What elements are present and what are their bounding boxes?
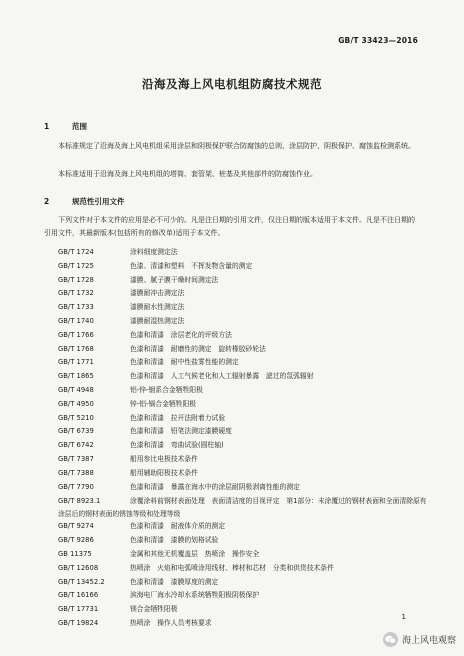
reference-code: GB/T 16166 xyxy=(58,591,99,600)
reference-code: GB 11375 xyxy=(58,549,92,558)
reference-title: 色漆和清漆 耐中性盐雾性能的测定 xyxy=(130,358,239,367)
reference-title: 船用辅助阳极技术条件 xyxy=(130,468,198,477)
reference-title: 漆膜耐冲击测定法 xyxy=(130,289,185,298)
section-1-heading xyxy=(44,121,87,132)
reference-item xyxy=(58,343,428,357)
reference-title: 热喷涂 操作人员考核要求 xyxy=(130,618,212,627)
reference-code: GB/T 1771 xyxy=(58,358,94,367)
reference-item xyxy=(58,384,428,398)
reference-code: GB/T 5210 xyxy=(58,413,94,422)
reference-code: GB/T 9286 xyxy=(58,536,94,545)
reference-item xyxy=(58,548,428,562)
reference-code: GB/T 6739 xyxy=(58,427,94,436)
section-1-paragraph-2: 本标准适用于沿海及海上风电机组的塔筒、套管架、桩基及其他部件的防腐蚀作业。 xyxy=(58,170,317,178)
reference-code: GB/T 17731 xyxy=(58,605,99,614)
reference-item xyxy=(58,398,428,412)
reference-item xyxy=(58,562,428,576)
reference-title: 色漆和清漆 涂层老化的评级方法 xyxy=(130,330,232,339)
reference-code: GB/T 6742 xyxy=(58,441,94,450)
reference-item xyxy=(58,603,428,617)
watermark-text: 海上风电观察 xyxy=(401,635,456,646)
reference-item xyxy=(58,576,428,590)
normative-reference-list xyxy=(58,246,428,631)
reference-code: GB/T 1724 xyxy=(58,248,94,256)
reference-code: GB/T 13452.2 xyxy=(58,577,105,586)
reference-item xyxy=(58,439,428,453)
reference-code: GB/T 1740 xyxy=(58,316,94,325)
reference-item xyxy=(58,453,428,467)
reference-item xyxy=(58,329,428,343)
reference-title: 色漆和清漆 漆膜厚度的测定 xyxy=(130,577,219,586)
wechat-icon xyxy=(383,632,398,647)
reference-title: 涂料细度测定法 xyxy=(130,248,178,256)
reference-code: GB/T 1732 xyxy=(58,289,94,298)
reference-title: 色漆和清漆 弯曲试验(圆柱轴) xyxy=(130,441,224,450)
reference-code: GB/T 1733 xyxy=(58,303,94,312)
section-2-intro: 下列文件对于本文件的应用是必不可少的。凡是注日期的引用文件，仅注日期的版本适用于本文件。凡是不注日期的引用文件，其最新版本(包括所有的修改单)适用于本文件。 xyxy=(44,216,415,237)
reference-item xyxy=(58,246,428,260)
reference-title: 色漆和清漆 铅笔法测定漆膜硬度 xyxy=(130,427,232,436)
reference-title: 漆膜耐湿热测定法 xyxy=(130,316,185,325)
reference-item xyxy=(58,356,428,370)
reference-item xyxy=(58,617,428,631)
section-2-heading xyxy=(44,196,125,207)
reference-item xyxy=(58,589,428,603)
reference-title: 涂覆涂料前钢材表面处理 表面清洁度的目视评定 第1部分：未涂覆过的钢材表面和全面清除原有涂层后的钢材表面的锈蚀等级和处理等级 xyxy=(58,497,427,518)
reference-code: GB/T 1725 xyxy=(58,261,94,270)
reference-item xyxy=(58,520,428,534)
reference-item xyxy=(58,481,428,495)
reference-item xyxy=(58,467,428,481)
reference-title: 铝-锌-铟系合金牺牲阳极 xyxy=(130,385,203,394)
reference-code: GB/T 7388 xyxy=(58,468,94,477)
reference-code: GB/T 1766 xyxy=(58,330,94,339)
page-number: 1 xyxy=(401,613,406,621)
reference-code: GB/T 1865 xyxy=(58,372,94,381)
reference-title: 色漆和清漆 人工气候老化和人工辐射暴露 滤过的氙弧辐射 xyxy=(130,372,314,381)
reference-code: GB/T 4948 xyxy=(58,385,94,394)
reference-title: 镁合金牺牲阳极 xyxy=(130,605,178,614)
reference-item xyxy=(58,287,428,301)
reference-code: GB/T 7790 xyxy=(58,482,94,491)
watermark xyxy=(383,630,456,648)
reference-code: GB/T 19824 xyxy=(58,618,99,627)
reference-item xyxy=(58,425,428,439)
reference-item xyxy=(58,370,428,384)
reference-code: GB/T 8923.1 xyxy=(58,497,101,506)
reference-code: GB/T 9274 xyxy=(58,522,94,531)
reference-title: 色漆和清漆 耐液体介质的测定 xyxy=(130,522,226,531)
reference-item xyxy=(58,534,428,548)
reference-item xyxy=(58,301,428,315)
reference-title: 滨海电厂海水冷却水系统牺牲阳极阴极保护 xyxy=(130,591,260,600)
reference-title: 船用参比电极技术条件 xyxy=(130,454,198,463)
reference-title: 漆膜耐水性测定法 xyxy=(130,303,185,312)
section-1-number: 1 xyxy=(44,122,50,131)
reference-title: 色漆和清漆 暴露在海水中的涂层耐阴极剥离性能的测定 xyxy=(130,482,300,491)
reference-item xyxy=(58,260,428,274)
reference-title: 色漆和清漆 拉开法附着力试验 xyxy=(130,413,226,422)
reference-item xyxy=(58,412,428,426)
reference-title: 漆膜、腻子膜干燥时间测定法 xyxy=(130,275,219,284)
reference-item xyxy=(58,315,428,329)
reference-title: 色漆和清漆 耐磨性的测定 旋转橡胶砂轮法 xyxy=(130,344,266,353)
reference-title: 色漆和清漆 漆膜的划格试验 xyxy=(130,536,219,545)
section-2-title: 规范性引用文件 xyxy=(72,197,125,206)
reference-item xyxy=(58,494,428,520)
reference-code: GB/T 1728 xyxy=(58,275,94,284)
reference-code: GB/T 7387 xyxy=(58,454,94,463)
reference-title: 锌-铝-镉合金牺牲阳极 xyxy=(130,399,197,408)
reference-code: GB/T 1768 xyxy=(58,344,94,353)
section-1-paragraph-1: 本标准规定了沿海及海上风电机组采用涂层和阴极保护联合防腐蚀的总则、涂层防护、阴极保护、腐蚀监检测系统。 xyxy=(58,142,415,150)
reference-title: 热喷涂 火焰和电弧喷涂用线材、棒材和芯材 分类和供货技术条件 xyxy=(130,563,334,572)
standard-number: GB/T 33423—2016 xyxy=(338,36,418,45)
reference-item xyxy=(58,274,428,288)
reference-code: GB/T 12608 xyxy=(58,563,99,572)
reference-code: GB/T 4950 xyxy=(58,399,94,408)
reference-title: 色漆、清漆和塑料 不挥发物含量的测定 xyxy=(130,261,253,270)
section-2-number: 2 xyxy=(44,197,50,206)
reference-title: 金属和其他无机覆盖层 热喷涂 操作安全 xyxy=(130,549,260,558)
document-title: 沿海及海上风电机组防腐技术规范 xyxy=(142,77,322,91)
section-1-title: 范围 xyxy=(72,122,87,131)
